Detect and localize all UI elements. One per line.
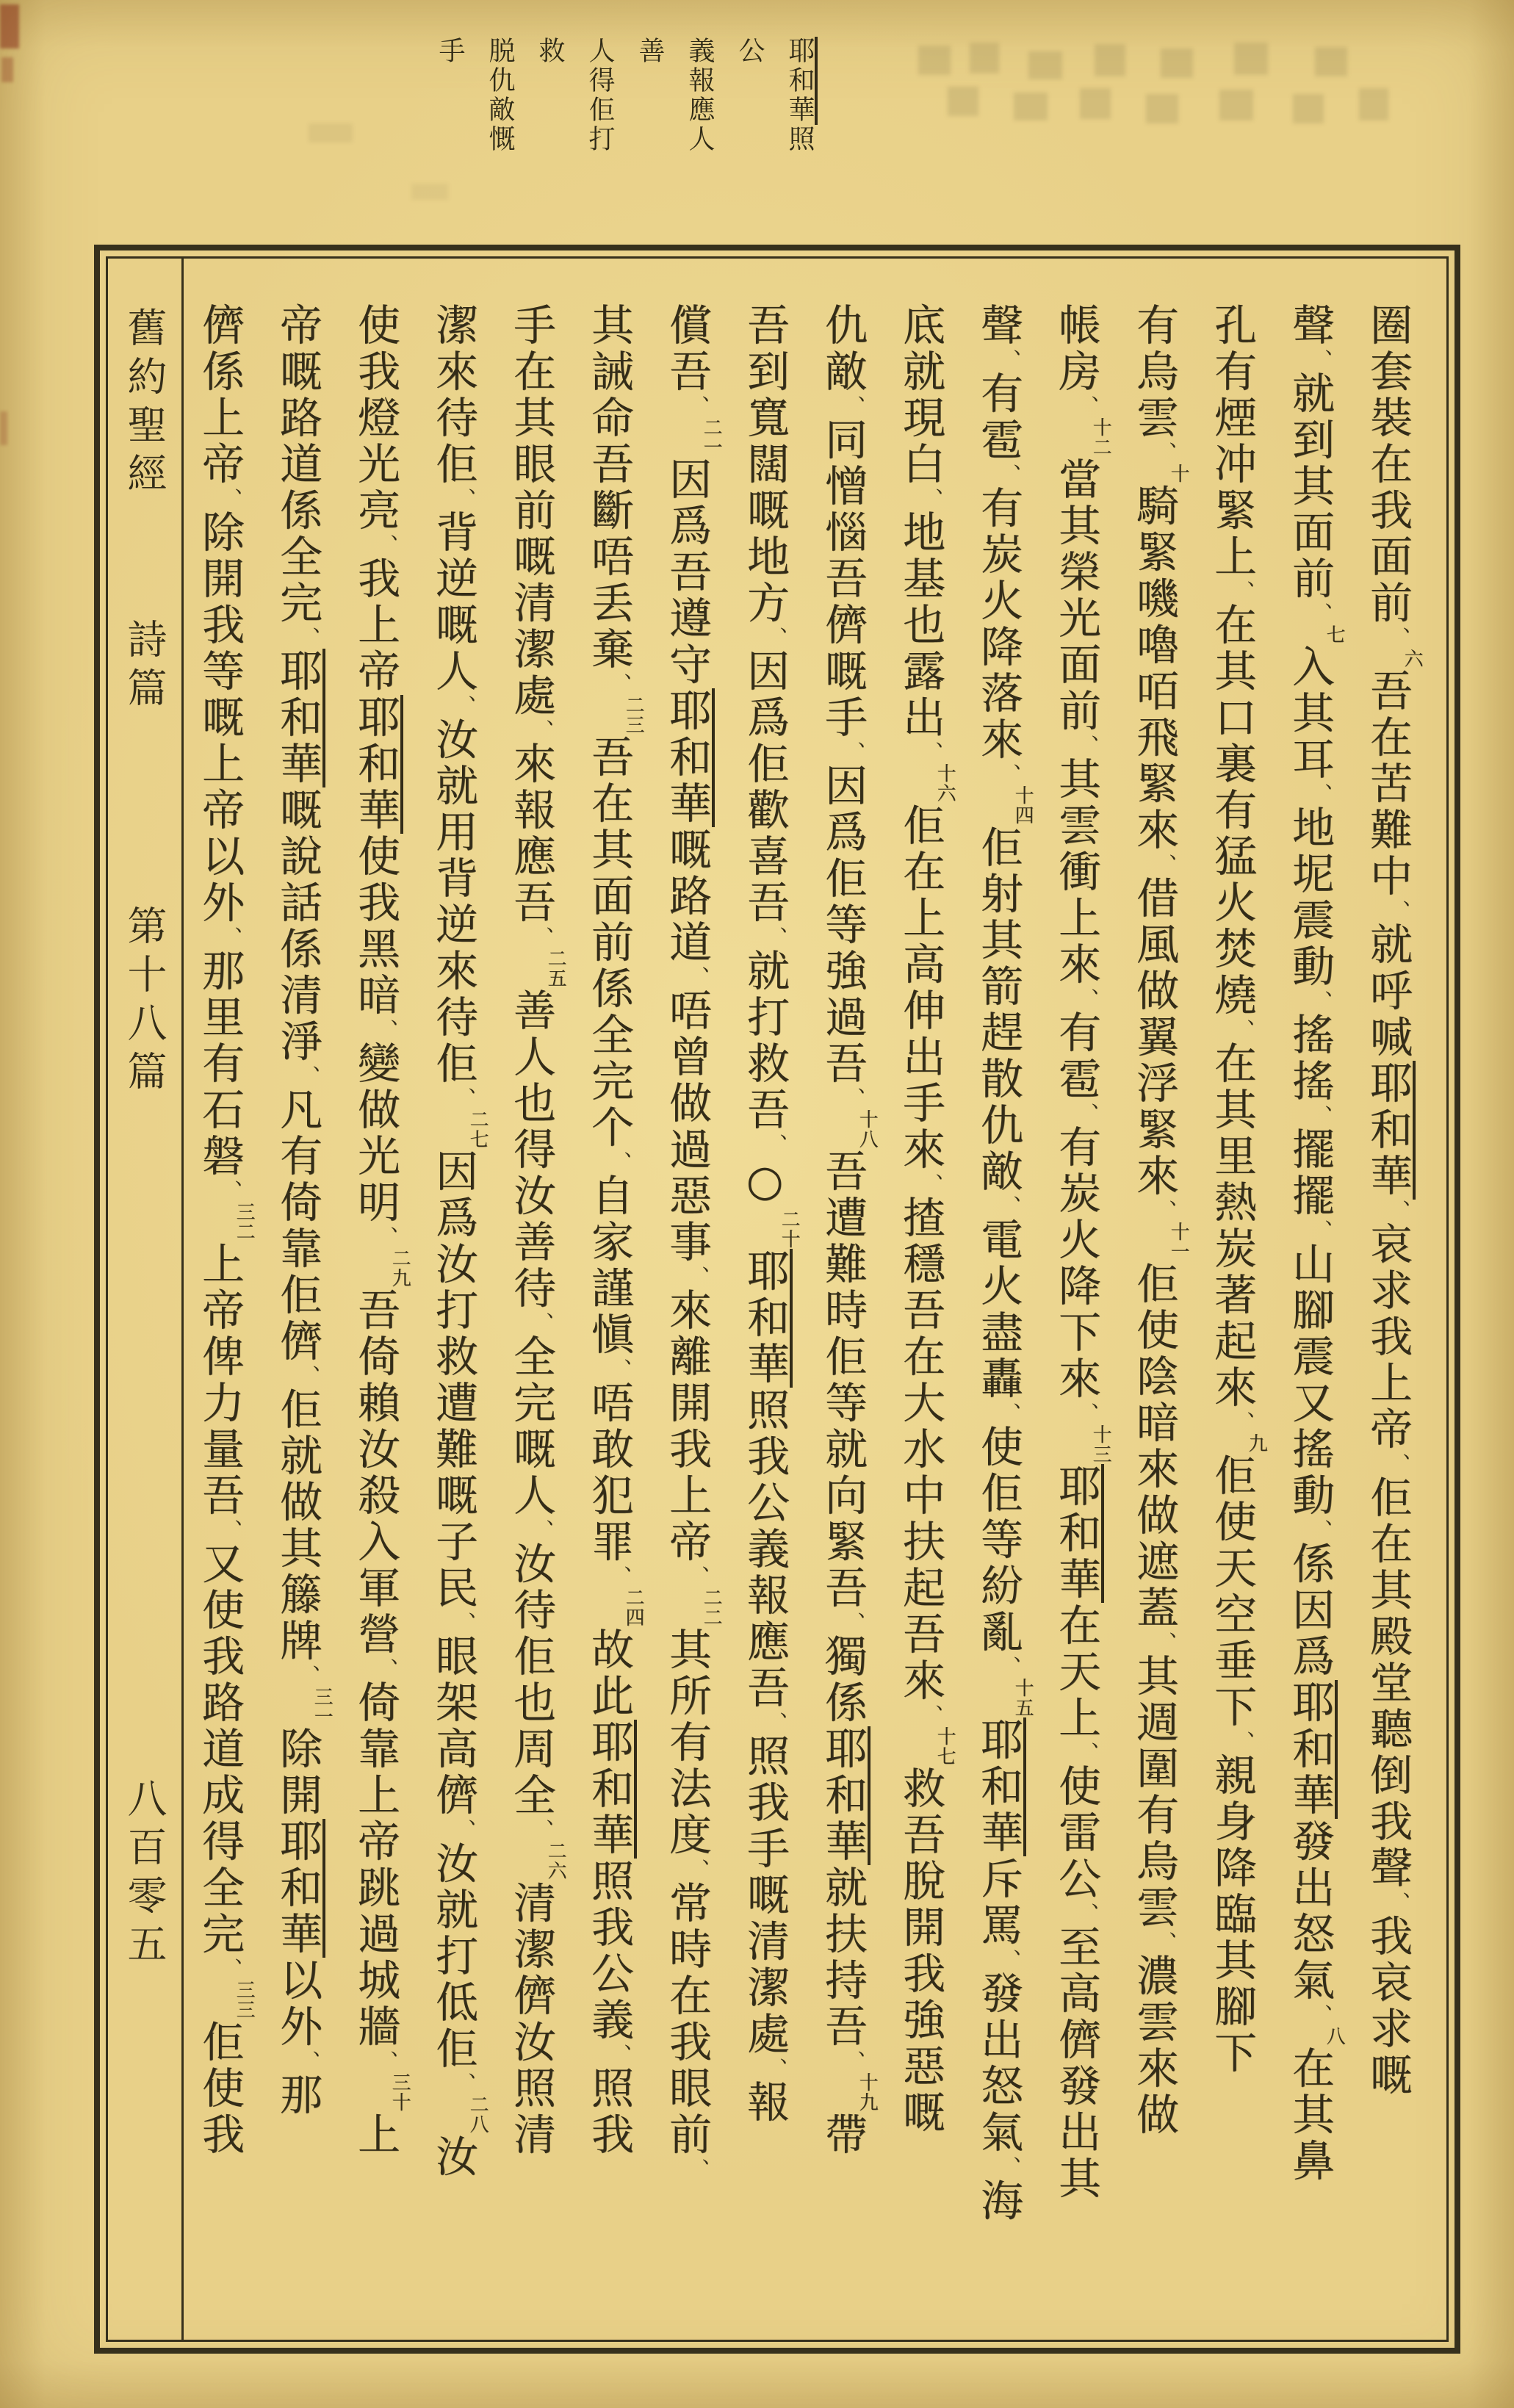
ink-bleed-ghost <box>970 43 999 73</box>
running-header <box>435 37 824 165</box>
reading-mark: 、 <box>1153 1200 1178 1222</box>
reading-mark: 、 <box>1075 735 1100 757</box>
text-column <box>882 303 959 2314</box>
reading-mark: 、 <box>764 926 788 948</box>
reading-mark: 、 <box>1309 1105 1333 1127</box>
reading-mark: 、 <box>1153 854 1178 876</box>
reading-mark: 、 <box>998 763 1022 785</box>
reading-mark: 、 <box>1231 580 1255 602</box>
verse-number: 三二 <box>233 1202 255 1241</box>
han-text: 同憎惱吾儕嘅手 <box>818 417 868 741</box>
verse-number: 十八 <box>856 1109 878 1149</box>
han-text: 那 <box>273 2072 322 2119</box>
reading-mark: 、 <box>219 1958 243 1980</box>
reading-mark: 、 <box>219 1180 243 1202</box>
reading-mark: 、 <box>842 395 866 417</box>
ink-bleed-ghost <box>1234 43 1268 75</box>
han-text: 脱仇敵慨手 <box>435 37 515 154</box>
reading-mark: 、 <box>764 1712 788 1734</box>
verse-number: 九 <box>1245 1433 1267 1453</box>
ink-bleed-ghost <box>309 123 353 143</box>
reading-mark: 、 <box>998 1949 1022 1971</box>
proper-name: 耶和華 <box>818 1726 870 1865</box>
han-text: 清潔儕汝照清 <box>506 1881 556 2158</box>
han-text: 濃雲來做 <box>1129 1953 1179 2138</box>
han-text: 汝 <box>428 2134 478 2180</box>
reading-mark: 、 <box>686 1565 710 1587</box>
han-text: 搖搖 <box>1285 1012 1335 1105</box>
ink-bleed-ghost <box>1080 88 1111 119</box>
reading-mark: 、 <box>998 1402 1022 1424</box>
reading-mark: 、 <box>1075 1402 1100 1424</box>
reading-mark: 、 <box>1075 988 1100 1010</box>
han-text: 入其耳 <box>1285 644 1335 783</box>
reading-mark: 、 <box>764 627 788 649</box>
han-text: 潔來待佢 <box>428 303 478 488</box>
han-text: 吾倚賴汝殺入軍營 <box>350 1288 400 1658</box>
reading-mark: 、 <box>1387 627 1411 649</box>
verse-number: 十五 <box>1012 1678 1034 1717</box>
text-column <box>1037 303 1115 2314</box>
han-text: 使雷公 <box>1051 1764 1101 1903</box>
han-text: 圈套裝在我面前 <box>1363 303 1413 627</box>
reading-mark: 、 <box>219 488 243 510</box>
han-text: 佢在其殿堂聽倒我聲 <box>1363 1475 1413 1892</box>
han-text: 佢就做其籐牌 <box>273 1387 322 1665</box>
han-text: 佢使陰暗來做遮蓋 <box>1129 1261 1179 1632</box>
reading-mark: 、 <box>1309 2004 1333 2026</box>
han-text: 善人也得汝善待 <box>506 988 556 1312</box>
han-text: 眼架高儕 <box>428 1634 478 1819</box>
reading-mark: 、 <box>1075 1103 1100 1125</box>
han-text: 斥罵 <box>973 1856 1023 1949</box>
han-text: 因爲汝打救遭難嘅子民 <box>428 1149 478 1612</box>
han-text: 哀求我上帝 <box>1363 1222 1413 1453</box>
text-column <box>726 303 804 2314</box>
reading-mark: 、 <box>686 966 710 988</box>
text-body <box>192 303 1427 2314</box>
han-text: 汝就用背逆來待佢 <box>428 717 478 1087</box>
reading-mark: 、 <box>297 1065 321 1087</box>
han-text: 倚靠上帝跳過城牆 <box>350 1680 400 2050</box>
reading-mark: 、 <box>1309 990 1333 1012</box>
han-text: 除開 <box>273 1726 322 1819</box>
proper-name: 耶和華 <box>662 688 715 827</box>
text-column <box>1271 303 1349 2314</box>
text-column <box>1349 303 1427 2314</box>
han-text: 因爲佢等強過吾 <box>818 763 868 1087</box>
han-text: 照公 <box>735 37 815 154</box>
verse-number: 十九 <box>856 2072 878 2112</box>
proper-name: 耶和華 <box>350 695 403 834</box>
han-text: 帶 <box>818 2112 868 2158</box>
verse-number: 三一 <box>311 1687 333 1726</box>
proper-name: 耶和華 <box>273 649 325 787</box>
han-text: 發出怒氣 <box>973 1971 1023 2156</box>
han-text: 海 <box>973 2178 1023 2224</box>
reading-mark: 、 <box>1309 783 1333 805</box>
han-text: 故此 <box>584 1627 634 1720</box>
han-text: 照我公義 <box>584 1859 634 2044</box>
han-text: 唔曾做過惡事 <box>662 988 712 1266</box>
reading-mark: 、 <box>219 926 243 948</box>
reading-mark: 、 <box>1387 1453 1411 1475</box>
han-text: 其所有法度 <box>662 1627 712 1859</box>
han-text: 其雲衝上來 <box>1051 757 1101 988</box>
han-text: 又使我路道成得全完 <box>195 1541 245 1958</box>
han-text: 那里有石磐 <box>195 948 245 1180</box>
han-text: 在其里熱炭著起來 <box>1207 1041 1257 1411</box>
han-text: 孔有煙冲緊上 <box>1207 303 1257 580</box>
han-text: 使佢等紛亂 <box>973 1424 1023 1656</box>
verse-number: 二七 <box>466 1109 489 1149</box>
verse-number: 十六 <box>934 763 956 803</box>
reading-mark: 、 <box>1153 1931 1178 1953</box>
reading-mark: 、 <box>1387 1200 1411 1222</box>
han-text: 手在其眼前嘅清潔處 <box>506 303 556 719</box>
han-text: 有烏雲 <box>1129 303 1179 441</box>
reading-mark: 、 <box>1075 1742 1100 1764</box>
reading-mark: 、 <box>998 1195 1022 1217</box>
verse-number: 七 <box>1323 624 1345 644</box>
han-text: 因爲佢歡喜吾 <box>740 649 790 926</box>
reading-mark: 、 <box>453 2072 477 2094</box>
verse-number: 三三 <box>233 1980 255 2019</box>
reading-mark: 、 <box>608 1358 632 1380</box>
reading-mark: 、 <box>375 2050 399 2072</box>
text-column <box>804 303 882 2314</box>
han-text: 除開我等嘅上帝以外 <box>195 510 245 926</box>
reading-mark: 、 <box>686 1266 710 1288</box>
reading-mark: 、 <box>1387 1892 1411 1914</box>
reading-mark: 、 <box>297 1665 321 1687</box>
verse-number: 十七 <box>934 1726 956 1766</box>
han-text: ○ <box>740 1156 790 1209</box>
han-text: 吾在其面前係全完个 <box>584 735 634 1151</box>
ink-bleed-ghost <box>1146 94 1178 123</box>
han-text: 嘅路道 <box>662 827 712 966</box>
han-text: 汝待佢也周全 <box>506 1541 556 1819</box>
han-text: 人得佢打救 <box>535 37 615 154</box>
reading-mark: 、 <box>453 1612 477 1634</box>
text-column <box>570 303 648 2314</box>
reading-mark: 、 <box>530 1312 555 1334</box>
ink-bleed-ghost <box>1219 90 1253 120</box>
reading-mark: 、 <box>998 2156 1022 2178</box>
han-text: 係因爲 <box>1285 1541 1335 1680</box>
han-text: 有雹 <box>1051 1010 1101 1103</box>
reading-mark: 、 <box>297 2050 321 2072</box>
proper-name: 耶和華 <box>1051 1464 1104 1603</box>
reading-mark: 、 <box>920 1173 944 1195</box>
reading-mark: 、 <box>453 1087 477 1109</box>
reading-mark: 、 <box>1231 1019 1255 1041</box>
reading-mark: 、 <box>453 488 477 510</box>
reading-mark: 、 <box>998 1656 1022 1678</box>
han-text: 上帝俾力量吾 <box>195 1241 245 1519</box>
reading-mark: 、 <box>608 673 632 695</box>
proper-name: 耶和華 <box>785 37 818 125</box>
proper-name: 耶和華 <box>740 1249 793 1388</box>
reading-mark: 、 <box>1231 1731 1255 1753</box>
book-title: 舊約聖經 <box>121 307 167 501</box>
reading-mark: 、 <box>1309 602 1333 624</box>
reading-mark: 、 <box>842 741 866 763</box>
reading-mark: 、 <box>297 627 321 649</box>
ink-bleed-ghost <box>411 184 448 200</box>
reading-mark: 、 <box>842 2050 866 2072</box>
han-text: 來報應吾 <box>506 741 556 926</box>
han-text: 唔敢犯罪 <box>584 1380 634 1565</box>
ink-bleed-ghost <box>1028 51 1062 79</box>
han-text: 地坭震動 <box>1285 805 1335 990</box>
running-header-column <box>624 37 724 165</box>
han-text: 凡有倚靠佢儕 <box>273 1087 322 1365</box>
han-text: 擺擺 <box>1285 1127 1335 1219</box>
reading-mark: 、 <box>842 1087 866 1109</box>
reading-mark: 、 <box>764 1133 788 1156</box>
han-text: 其週圍有烏雲 <box>1129 1654 1179 1931</box>
han-text: 汝就打低佢 <box>428 1841 478 2072</box>
text-column <box>1115 303 1193 2314</box>
verse-number: 二九 <box>389 1248 411 1288</box>
verse-number: 二十 <box>778 1209 800 1249</box>
reading-mark: 、 <box>686 395 710 417</box>
han-text: 背逆嘅人 <box>428 510 478 695</box>
text-column <box>259 303 336 2314</box>
text-column <box>336 303 414 2314</box>
han-text: 吾到寬闊嘅地方 <box>740 303 790 627</box>
reading-mark: 、 <box>1075 1903 1100 1925</box>
han-text: 常時在我眼前 <box>662 1881 712 2158</box>
reading-mark: 、 <box>453 695 477 717</box>
han-text: 親身降臨其腳下 <box>1207 1753 1257 2077</box>
han-text: 在其口裏有猛火焚燒 <box>1207 602 1257 1019</box>
han-text: 報 <box>740 2080 790 2126</box>
han-text: 上 <box>350 2112 400 2158</box>
han-text: 以外 <box>273 1958 322 2050</box>
han-text: 聲 <box>973 303 1023 349</box>
page-number: 八百零五 <box>121 1778 167 1972</box>
han-text: 佢在上高伸出手來 <box>895 803 945 1173</box>
scan-edge-mark <box>0 4 19 48</box>
proper-name: 耶和華 <box>1363 1061 1416 1200</box>
han-text: 償吾 <box>662 303 712 395</box>
reading-mark: 、 <box>998 349 1022 371</box>
han-text: 當其榮光面前 <box>1051 457 1101 735</box>
scan-edge-mark <box>0 411 7 445</box>
text-column <box>648 303 726 2314</box>
verse-number: 三十 <box>389 2072 411 2112</box>
han-text: 山腳震又搖動 <box>1285 1241 1335 1519</box>
reading-mark: 、 <box>842 1612 866 1634</box>
reading-mark: 、 <box>686 1859 710 1881</box>
verse-number: 十 <box>1167 464 1189 483</box>
han-text: 揸穩吾在大水中扶起吾來 <box>895 1195 945 1704</box>
reading-mark: 、 <box>1153 1632 1178 1654</box>
han-text: 就扶持吾 <box>818 1865 868 2050</box>
reading-mark: 、 <box>453 1819 477 1841</box>
han-text: 照我 <box>584 2066 634 2158</box>
han-text: 其誡命吾斷唔丢棄 <box>584 303 634 673</box>
reading-mark: 、 <box>530 1819 555 1841</box>
text-column <box>181 303 259 2314</box>
han-text: 吾在苦難中 <box>1363 668 1413 900</box>
reading-mark: 、 <box>297 1365 321 1387</box>
reading-mark: 、 <box>608 1151 632 1173</box>
han-text: 使我燈光亮 <box>350 303 400 534</box>
proper-name: 耶和華 <box>1285 1680 1338 1819</box>
han-text: 吾遭難時佢等就向緊吾 <box>818 1149 868 1612</box>
han-text: 來離開我上帝 <box>662 1288 712 1565</box>
han-text: 至高儕發出其 <box>1051 1925 1101 2202</box>
reading-mark: 、 <box>764 2058 788 2080</box>
reading-mark: 、 <box>530 719 555 741</box>
verse-number: 十一 <box>1167 1222 1189 1261</box>
han-text: 佢使我 <box>195 2019 245 2158</box>
ink-bleed-ghost <box>1315 47 1347 76</box>
verse-number: 十二 <box>1089 417 1111 457</box>
han-text: 佢射其箭趕散仇敵 <box>973 825 1023 1195</box>
han-text: 就呼喊 <box>1363 922 1413 1061</box>
han-text: 有炭火降下來 <box>1051 1125 1101 1402</box>
reading-mark: 、 <box>1309 349 1333 371</box>
reading-mark: 、 <box>1075 395 1100 417</box>
ink-bleed-ghost <box>948 87 978 116</box>
han-text: 因爲吾遵守 <box>662 457 712 688</box>
verse-number: 二四 <box>622 1587 644 1627</box>
reading-mark: 、 <box>1231 1411 1255 1433</box>
reading-mark: 、 <box>530 926 555 948</box>
han-text: 義報應人善 <box>635 37 715 154</box>
verse-number: 二一 <box>700 417 722 457</box>
han-text: 全完嘅人 <box>506 1334 556 1519</box>
han-text: 獨係 <box>818 1634 868 1726</box>
running-header-column <box>425 37 525 165</box>
ink-bleed-ghost <box>918 46 951 75</box>
han-text: 佢使天空垂下 <box>1207 1453 1257 1731</box>
han-text: 儕係上帝 <box>195 303 245 488</box>
han-text: 照我公義報應吾 <box>740 1388 790 1712</box>
reading-mark: 、 <box>1309 1219 1333 1241</box>
proper-name: 耶和華 <box>273 1819 325 1958</box>
reading-mark: 、 <box>375 1226 399 1248</box>
reading-mark: 、 <box>1387 900 1411 922</box>
section-title: 詩篇 <box>121 619 167 715</box>
reading-mark: 、 <box>920 488 944 510</box>
han-text: 救吾脫開我強惡嘅 <box>895 1766 945 2136</box>
han-text: 在天上 <box>1051 1603 1101 1742</box>
han-text: 變做光明 <box>350 1041 400 1226</box>
ink-bleed-ghost <box>1014 93 1048 120</box>
proper-name: 耶和華 <box>584 1720 637 1859</box>
han-text: 自家謹愼 <box>584 1173 634 1358</box>
han-text: 借風做翼浮緊來 <box>1129 876 1179 1200</box>
ink-bleed-ghost <box>1161 48 1193 78</box>
han-text: 騎緊嘰嚕咟飛緊來 <box>1129 483 1179 854</box>
verse-number: 六 <box>1401 649 1423 668</box>
han-text: 有雹 <box>973 371 1023 464</box>
verse-number: 二三 <box>622 695 644 735</box>
reading-mark: 、 <box>375 1019 399 1041</box>
reading-mark: 、 <box>375 1658 399 1680</box>
han-text: 帝嘅路道係全完 <box>273 303 322 627</box>
reading-mark: 、 <box>920 1704 944 1726</box>
running-header-column <box>525 37 624 165</box>
ink-bleed-ghost <box>1359 88 1388 120</box>
text-column <box>1193 303 1271 2314</box>
scan-edge-mark <box>1 57 13 82</box>
han-text: 帳房 <box>1051 303 1101 395</box>
han-text: 電火盡轟 <box>973 1217 1023 1402</box>
chapter-title: 第十八篇 <box>121 905 167 1099</box>
verse-number: 八 <box>1323 2026 1345 2046</box>
reading-mark: 、 <box>920 741 944 763</box>
verse-number: 二五 <box>544 948 566 988</box>
proper-name: 耶和華 <box>973 1717 1026 1856</box>
reading-mark: 、 <box>375 534 399 556</box>
han-text: 地基也露出 <box>895 510 945 741</box>
han-text: 我哀求嘅 <box>1363 1914 1413 2099</box>
reading-mark: 、 <box>1153 441 1178 464</box>
han-text: 在其鼻 <box>1285 2046 1335 2185</box>
reading-mark: 、 <box>608 2044 632 2066</box>
han-text: 仇敵 <box>818 303 868 395</box>
reading-mark: 、 <box>1309 1519 1333 1541</box>
reading-mark: 、 <box>998 464 1022 486</box>
han-text: 底就現白 <box>895 303 945 488</box>
han-text: 照我手嘅清潔處 <box>740 1734 790 2058</box>
han-text: 發出怒氣 <box>1285 1819 1335 2004</box>
verse-number: 二六 <box>544 1841 566 1881</box>
reading-mark: 、 <box>686 2158 710 2180</box>
han-text: 有炭火降落來 <box>973 486 1023 763</box>
han-text: 使我黑暗 <box>350 834 400 1019</box>
ink-bleed-ghost <box>1293 94 1324 123</box>
han-text: 聲 <box>1285 303 1335 349</box>
reading-mark: 、 <box>219 1519 243 1541</box>
reading-mark: 、 <box>608 1565 632 1587</box>
verse-number: 二二 <box>700 1587 722 1627</box>
han-text: 我上帝 <box>350 556 400 695</box>
verse-number: 十四 <box>1012 785 1034 825</box>
text-column <box>492 303 570 2314</box>
han-text: 就到其面前 <box>1285 371 1335 602</box>
verse-number: 十三 <box>1089 1424 1111 1464</box>
text-column <box>959 303 1037 2314</box>
reading-mark: 、 <box>530 1519 555 1541</box>
verse-number: 二八 <box>466 2094 489 2134</box>
text-column <box>414 303 492 2314</box>
running-header-column <box>724 37 824 165</box>
han-text: 嘅說話係清淨 <box>273 787 322 1065</box>
ink-bleed-ghost <box>1095 44 1125 76</box>
han-text: 就打救吾 <box>740 948 790 1133</box>
